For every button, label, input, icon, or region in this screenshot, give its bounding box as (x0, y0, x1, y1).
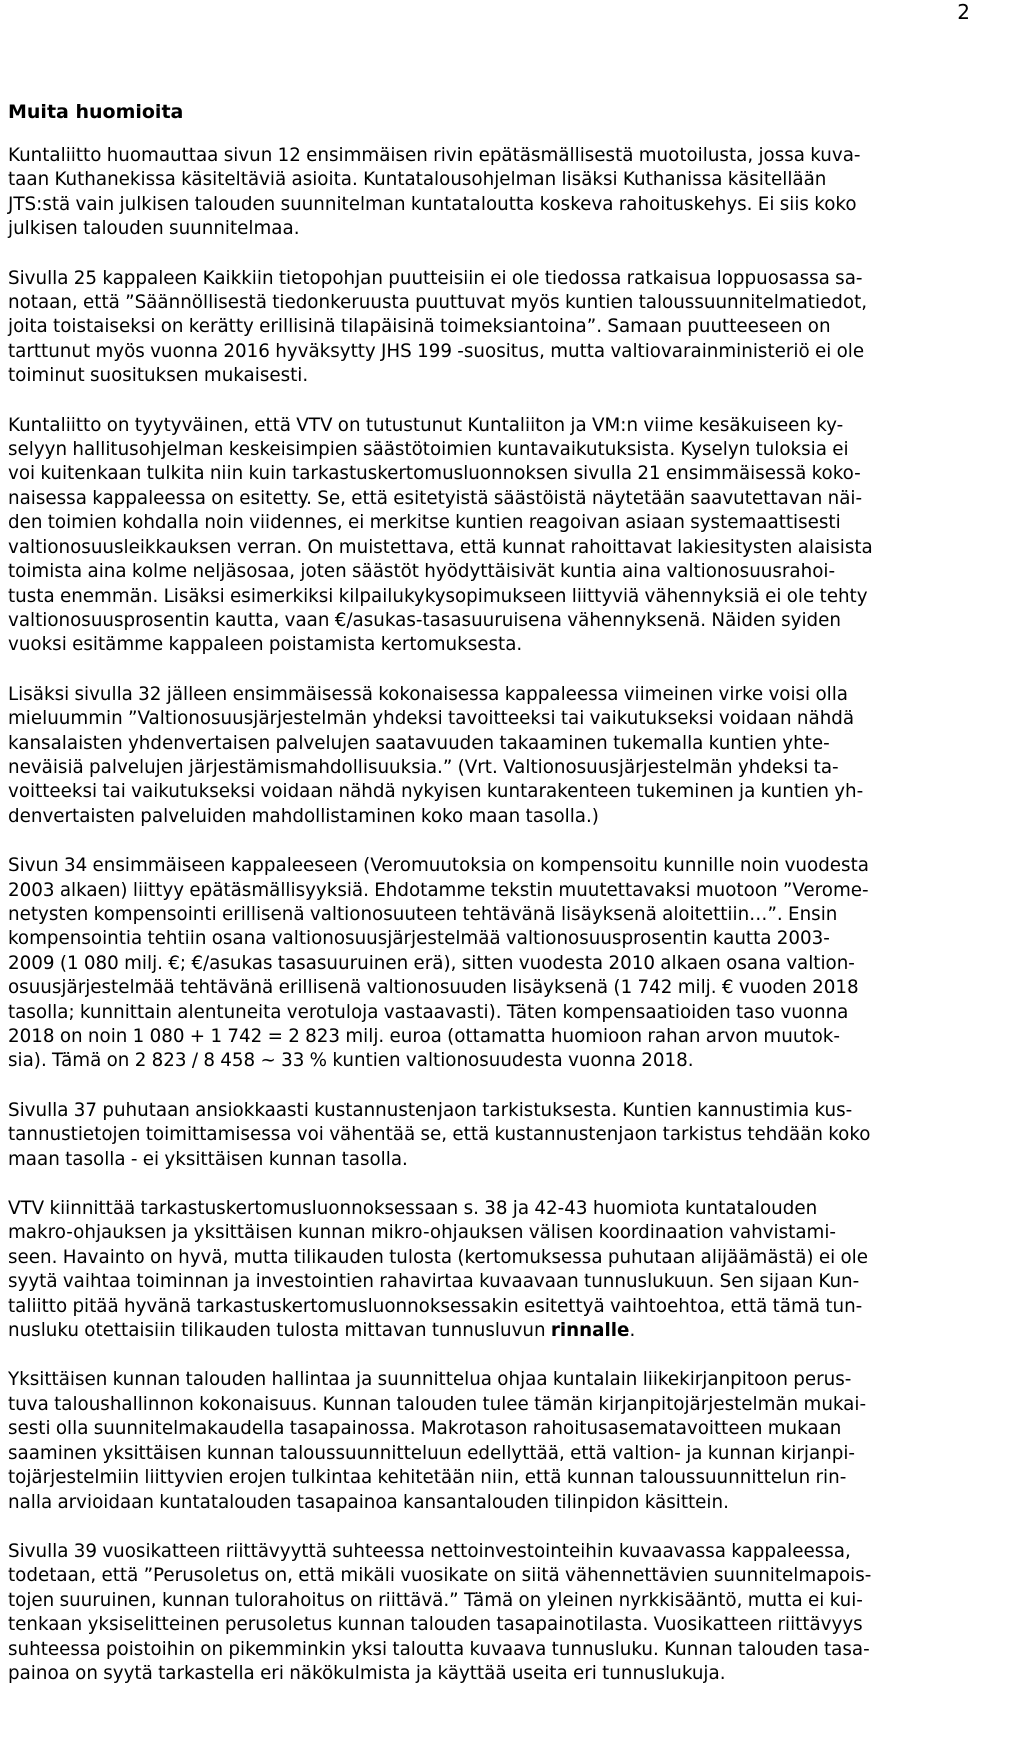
paragraph-9 (8, 1540, 1018, 1686)
text-line: Sivulla 39 vuosikatteen riittävyyttä suhteessa nettoinvestointeihin kuvaavassa kappaleessa, (8, 1540, 851, 1562)
paragraph-2 (8, 267, 1018, 389)
text-line: 2003 alkaen) liittyy epätäsmällisyyksiä. Ehdotamme tekstin muutettavaksi muotoon ”Verome- (8, 879, 869, 901)
paragraph-3 (8, 414, 1018, 658)
text-line: todetaan, että ”Perusoletus on, että mikäli vuosikate on siitä vähennettävien suunnitelmapois- (8, 1565, 872, 1587)
text-line: vuoksi esitämme kappaleen poistamista kertomuksesta. (8, 634, 523, 656)
text-line: Yksittäisen kunnan talouden hallintaa ja suunnittelua ohjaa kuntalain liikekirjanpitoon perus- (8, 1369, 852, 1391)
text-line: Sivulla 25 kappaleen Kaikkiin tietopohjan puutteisiin ei ole tiedossa ratkaisua loppuosassa sa- (8, 267, 863, 289)
text-line: tojärjestelmiin liittyvien erojen tulkintaa kehitetään niin, että kunnan taloussuunnittelun rin- (8, 1467, 847, 1489)
text-line (8, 1319, 1018, 1343)
text-line: kansalaisten yhdenvertaisen palvelujen saatavuuden takaaminen tukemalla kuntien yhte- (8, 732, 830, 754)
text-line: tuva taloushallinnon kokonaisuus. Kunnan talouden tulee tämän kirjanpitojärjestelmän mukai- (8, 1393, 867, 1415)
text-line: neväisiä palvelujen järjestämismahdollisuuksia.” (Vrt. Valtionosuusjärjestelmän yhdeksi ta- (8, 756, 839, 778)
text-line: tarttunut myös vuonna 2016 hyväksytty JHS 199 -suositus, mutta valtiovarainministeriö ei ole (8, 340, 865, 362)
text-line: makro-ohjauksen ja yksittäisen kunnan mikro-ohjauksen välisen koordinaation vahvistami- (8, 1222, 837, 1244)
text-line: osuusjärjestelmää tehtävänä erillisenä valtionosuuden lisäyksenä (1 742 milj. € vuoden 2018 (8, 977, 859, 999)
text-line: painoa on syytä tarkastella eri näkökulmista ja käyttää useita eri tunnuslukuja. (8, 1662, 726, 1684)
text-line: Sivun 34 ensimmäiseen kappaleeseen (Veromuutoksia on kompensoitu kunnille noin vuodesta (8, 855, 869, 877)
text-line: valtionosuusprosentin kautta, vaan €/asukas-tasasuuruisena vähennyksenä. Näiden syiden (8, 609, 841, 631)
text-line-start: nusluku otettaisiin tilikauden tulosta mittavan tunnusluvun (8, 1320, 551, 1342)
text-line: naisessa kappaleessa on esitetty. Se, että esitetyistä säästöistä näytetään saavutettavan näi- (8, 487, 863, 509)
paragraph-7 (8, 1197, 1018, 1343)
text-line: toimista aina kolme neljäsosaa, joten säästöt hyödyttäisivät kuntia aina valtionosuusrahoi- (8, 561, 836, 583)
paragraph-8 (8, 1368, 1018, 1514)
text-line: sesti olla suunnitelmakaudella tasapainossa. Makrotason rahoitusasematavoitteen mukaan (8, 1418, 842, 1440)
text-line: joita toistaiseksi on kerätty erillisinä tilapäisinä toimeksiantoina”. Samaan puutteeseen on (8, 316, 831, 338)
document-body (8, 100, 1018, 1711)
text-line: syytä vaihtaa toiminnan ja investointien rahavirtaa kuvaavaan tunnuslukuun. Sen sijaan Kun- (8, 1271, 860, 1293)
text-line: JTS:stä vain julkisen talouden suunnitelman kuntataloutta koskeva rahoituskehys. Ei siis koko (8, 193, 857, 215)
paragraph-5 (8, 854, 1018, 1074)
text-line: suhteessa poistoihin on pikemminkin yksi taloutta kuvaava tunnusluku. Kunnan talouden tasa- (8, 1638, 870, 1660)
text-line: voi kuitenkaan tulkita niin kuin tarkastuskertomusluonnoksen sivulla 21 ensimmäisessä koko- (8, 463, 861, 485)
text-line: tasolla; kunnittain alentuneita verotuloja vastaavasti). Täten kompensaatioiden taso vuonna (8, 1001, 849, 1023)
text-line: sia). Tämä on 2 823 / 8 458 ~ 33 % kuntien valtionosuudesta vuonna 2018. (8, 1050, 694, 1072)
text-line: toiminut suosituksen mukaisesti. (8, 365, 309, 387)
paragraph-6 (8, 1099, 1018, 1172)
text-line: Sivulla 37 puhutaan ansiokkaasti kustannustenjaon tarkistuksesta. Kuntien kannustimia kus- (8, 1099, 853, 1121)
text-line: denvertaisten palveluiden mahdollistaminen koko maan tasolla.) (8, 805, 599, 827)
section-heading: Muita huomioita (8, 101, 184, 123)
emphasis-text: rinnalle (550, 1320, 630, 1342)
text-line: 2009 (1 080 milj. €; €/asukas tasasuuruinen erä), sitten vuodesta 2010 alkaen osana valtion- (8, 952, 855, 974)
text-line: nalla arvioidaan kuntatalouden tasapainoa kansantalouden tilinpidon käsittein. (8, 1491, 729, 1513)
text-line: VTV kiinnittää tarkastuskertomusluonnoksessaan s. 38 ja 42-43 huomiota kuntatalouden (8, 1198, 818, 1220)
text-line: mieluummin ”Valtionosuusjärjestelmän yhdeksi tavoitteeksi tai vaikutukseksi voidaan nähdä (8, 708, 855, 730)
text-line: den toimien kohdalla noin viidennes, ei merkitse kuntien reagoivan asiaan systemaattisesti (8, 512, 841, 534)
text-line: 2018 on noin 1 080 + 1 742 = 2 823 milj. euroa (ottamatta huomioon rahan arvon muutok- (8, 1026, 840, 1047)
text-line: taan Kuthanekissa käsiteltäviä asioita. Kuntatalousohjelman lisäksi Kuthanissa käsitellään (8, 169, 827, 191)
text-line: Kuntaliitto huomauttaa sivun 12 ensimmäisen rivin epätäsmällisestä muotoilusta, jossa kuva- (8, 145, 861, 166)
text-line: tannustietojen toimittamisessa voi vähentää se, että kustannustenjaon tarkistus tehdään koko (8, 1124, 871, 1146)
text-line: netysten kompensointi erillisenä valtionosuuteen tehtävänä lisäyksenä aloitettiin…”. Ensin (8, 903, 838, 925)
text-line: voitteeksi tai vaikutukseksi voidaan nähdä nykyisen kuntarakenteen tukeminen ja kuntien yh- (8, 781, 864, 803)
text-line: taliitto pitää hyvänä tarkastuskertomusluonnoksessakin esitettyä vaihtoehtoa, että tämä tun- (8, 1295, 863, 1317)
text-line: tusta enemmän. Lisäksi esimerkiksi kilpailukykysopimukseen liittyviä vähennyksiä ei ole tehty (8, 585, 868, 607)
text-line: seen. Havainto on hyvä, mutta tilikauden tulosta (kertomuksessa puhutaan alijäämästä) ei ole (8, 1246, 869, 1268)
paragraph-4 (8, 683, 1018, 829)
text-line: Lisäksi sivulla 32 jälleen ensimmäisessä kokonaisessa kappaleessa viimeinen virke voisi olla (8, 683, 848, 705)
text-line: maan tasolla - ei yksittäisen kunnan tasolla. (8, 1148, 408, 1170)
text-line: tenkaan yksiselitteinen perusoletus kunnan talouden tasapainotilasta. Vuosikatteen riittävyys (8, 1614, 863, 1636)
text-line: saaminen yksittäisen kunnan taloussuunnitteluun edellyttää, että valtion- ja kunnan kirjanpi- (8, 1442, 856, 1464)
text-line-end: . (629, 1320, 636, 1342)
page-number: 2 (957, 0, 970, 24)
paragraph-1 (8, 144, 1018, 242)
text-line: tojen suuruinen, kunnan tulorahoitus on riittävä.” Tämä on yleinen nyrkkisääntö, mutta ei kui- (8, 1589, 863, 1611)
text-line: selyyn hallitusohjelman keskeisimpien säästötoimien kuntavaikutuksista. Kyselyn tuloksia ei (8, 439, 849, 461)
text-line: Kuntaliitto on tyytyväinen, että VTV on tutustunut Kuntaliiton ja VM:n viime kesäkuiseen ky- (8, 414, 844, 436)
text-line: notaan, että ”Säännöllisestä tiedonkeruusta puuttuvat myös kuntien taloussuunnitelmatiedot, (8, 292, 868, 314)
text-line: julkisen talouden suunnitelmaa. (8, 218, 300, 240)
text-line: kompensointia tehtiin osana valtionosuusjärjestelmää valtionosuusprosentin kautta 2003- (8, 928, 830, 950)
text-line: valtionosuusleikkauksen verran. On muistettava, että kunnat rahoittavat lakiesitysten alaisista (8, 536, 873, 558)
